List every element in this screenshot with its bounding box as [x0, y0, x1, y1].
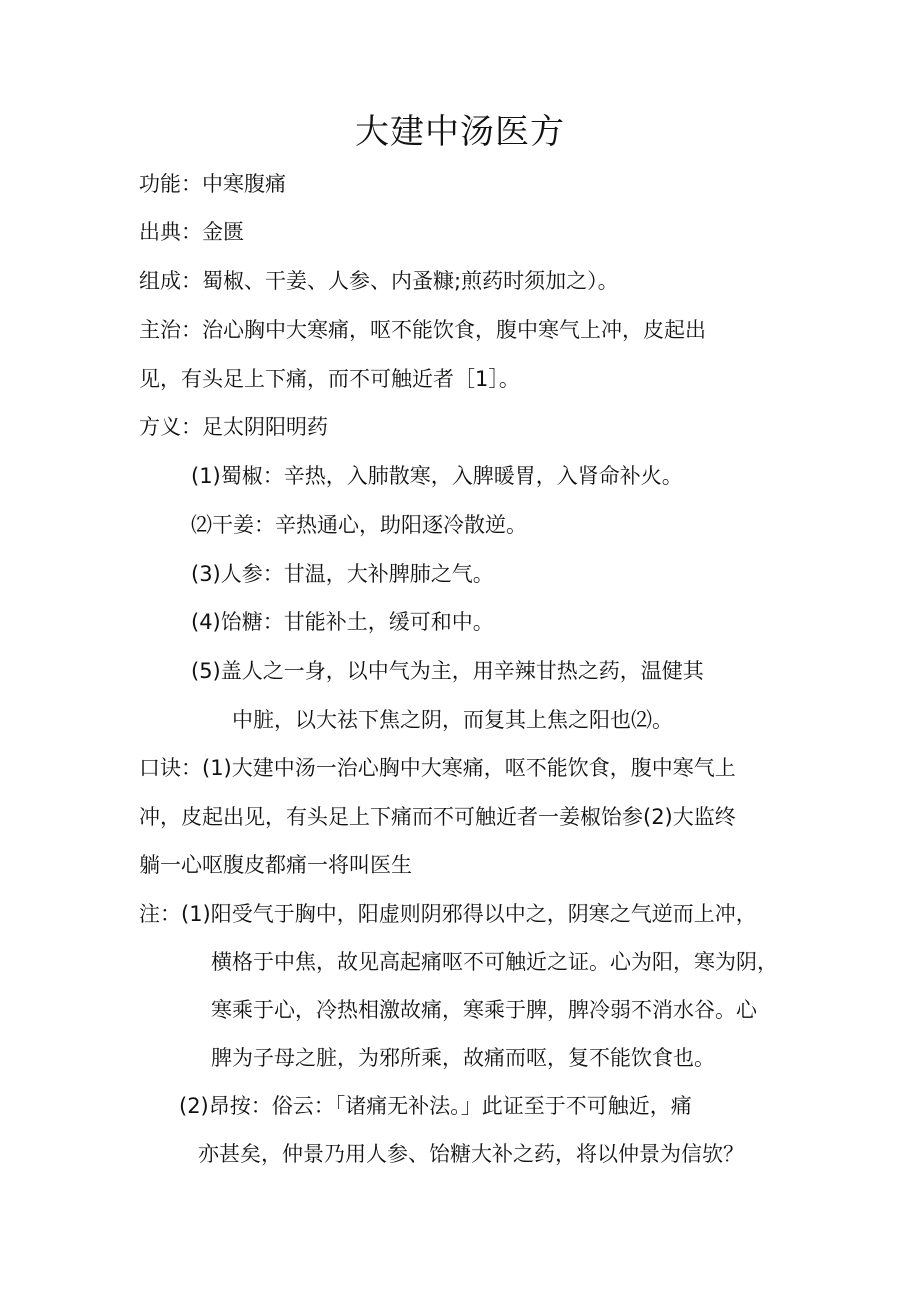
text-line-note-1-cont-2: 寒乘于心，冷热相激故痛，寒乘于脾，脾冷弱不消水谷。心 — [211, 998, 757, 1022]
text-line-meaning-5: (5)盖人之一身，以中气为主，用辛辣甘热之药，温健其 — [191, 659, 704, 683]
text-line-note-2: (2)昂按：俗云：「诸痛无补法。」此证至于不可触近，痛 — [179, 1094, 692, 1118]
text-line-note-1-cont-1: 横格于中焦，故见高起痛呕不可触近之证。心为阳，寒为阴， — [211, 950, 778, 974]
text-line-indication-cont: 见，有头足上下痛，而不可触近者［1］。 — [139, 367, 520, 391]
text-line-mnemonic-cont-1: 冲，皮起出见，有头足上下痛而不可触近者一姜椒饴参(2)大监终 — [139, 805, 736, 829]
text-line-meaning-5-cont: 中脏，以大祛下焦之阴，而复其上焦之阳也⑵。 — [232, 708, 673, 732]
text-line-meaning: 方义：足太阴阳明药 — [139, 415, 328, 439]
text-line-mnemonic-cont-2: 躺一心呕腹皮都痛一将叫医生 — [139, 853, 412, 877]
text-line-meaning-1: (1)蜀椒：辛热，入肺散寒，入脾暖胃，入肾命补火。 — [191, 464, 683, 488]
text-line-meaning-4: (4)饴糖：甘能补土，缓可和中。 — [191, 610, 494, 634]
text-line-meaning-2: ⑵干姜：辛热通心，助阳逐冷散逆。 — [191, 513, 527, 537]
text-line-note-1: 注：(1)阳受气于胸中，阳虚则阴邪得以中之，阴寒之气逆而上冲， — [139, 902, 757, 926]
text-line-source: 出典：金匮 — [139, 220, 244, 244]
text-line-indication: 主治：治心胸中大寒痛，呕不能饮食，腹中寒气上冲，皮起出 — [139, 318, 706, 342]
text-line-composition: 组成：蜀椒、干姜、人参、内蚤糠;煎药时须加之）。 — [139, 269, 619, 293]
text-line-meaning-3: (3)人参：甘温，大补脾肺之气。 — [191, 562, 494, 586]
text-line-function: 功能：中寒腹痛 — [139, 172, 286, 196]
document-title: 大建中汤医方 — [355, 112, 565, 152]
text-line-mnemonic: 口诀：(1)大建中汤一治心胸中大寒痛，呕不能饮食，腹中寒气上 — [139, 756, 736, 780]
text-line-note-2-cont: 亦甚矣，仲景乃用人参、饴糖大补之药，将以仲景为信欤？ — [198, 1142, 744, 1166]
text-line-note-1-cont-3: 脾为子母之脏，为邪所乘，故痛而呕，复不能饮食也。 — [211, 1046, 715, 1070]
